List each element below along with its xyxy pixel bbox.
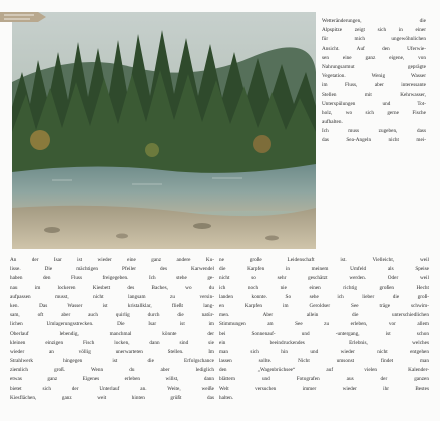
text-line: man sich hin und wieder nicht entgehen <box>219 348 429 355</box>
text-line: das Sea-Angeln nicht mei- <box>322 137 426 144</box>
text-line: im Fluss, aber interessante <box>322 82 426 89</box>
forest-river-photo <box>12 12 316 249</box>
text-line: sam, oft aber auch quirlig durch die natür- <box>10 312 214 319</box>
text-line: Ich muss zugeben, dass <box>322 128 426 135</box>
text-line: bei Sonnenauf- und -untergang, ist schon <box>219 330 429 337</box>
text-line: Stimmungen am See zu erleben, vor allem <box>219 321 429 328</box>
text-line: sen eine ganz eigene, von <box>322 54 426 61</box>
text-line: Vegetation. Wenig Wasser <box>322 73 426 80</box>
forest-river-photo-icon <box>12 12 316 249</box>
text-line: für mich ungewöhnlichen <box>322 36 426 43</box>
text-line: ken. Das Wasser ist kristallklar, fließt lang- <box>10 302 214 309</box>
text-line: men. Aber allein die unterschiedlichen <box>219 312 429 319</box>
text-line: etwas ganz Eigenes erleben willst, dann <box>10 376 214 383</box>
text-line: Stellen mit Kehrwasser, <box>322 91 426 98</box>
text-line: lisse. Die mächtigen Pfeiler des Karwendel <box>10 266 214 273</box>
text-line: ziemlich groß. Wenn du aber lediglich <box>10 367 214 374</box>
text-line: Alpspitze zeigt sich in einer <box>322 27 426 34</box>
text-line: holz, wo sich gerne Fische <box>322 109 426 116</box>
text-line: bietet sich der Unterlauf an. Weite, weiße <box>10 385 214 392</box>
text-line: den „Wagenbrüchsee“ auf vielen Kalender- <box>219 367 429 374</box>
text-line: nicht so sehr geschätzt werden. Oder weil <box>219 275 429 282</box>
text-line: die Karpfen in meinem Umfeld als Speise <box>219 266 429 273</box>
text-line: Welt versuchen immer wieder ihr Bestes <box>219 385 429 392</box>
corner-ribbon-icon <box>0 10 48 24</box>
text-line: Kiesflächen, ganz weit hinten grüßt das <box>10 394 214 401</box>
text-line: lassen sollte. Nicht umsonst findet man <box>219 358 429 365</box>
text-line: An der Isar ist wieder eine ganz andere Ku- <box>10 257 214 263</box>
text-line: ich noch nie einen richtig großen Hecht <box>219 284 429 291</box>
right-text-column <box>322 17 426 146</box>
text-line: ne große Leidenschaft ist. Vielleicht, weil <box>219 257 429 263</box>
text-line: aufpassen musst, nicht langsam zu versin- <box>10 293 214 300</box>
text-line: Wetteränderungen, die <box>322 18 426 24</box>
text-line: landen konnte. So sehe ich lieber die groß- <box>219 293 429 300</box>
text-line: aufhalten. <box>322 119 343 126</box>
text-line: Oberlauf lebendig, manchmal könnte der <box>10 330 214 337</box>
middle-text-column <box>219 256 429 403</box>
text-line: halten. <box>219 394 234 401</box>
text-line: en Karpfen im Geroldser See träge schwim- <box>219 302 429 309</box>
text-line: ein beeindruckendes Erlebnis, welches <box>219 339 429 346</box>
text-line: Nahrungsarmut geprägte <box>322 63 426 70</box>
text-line: Strahlwerk hingegen ist die Erfolgschance <box>10 358 214 365</box>
text-line: haben den Fluss freigegeben. Ich stehe ge- <box>10 275 214 282</box>
left-text-column <box>10 256 214 403</box>
text-line: lichen Umlagerungsstrecken. Die Isar ist im <box>10 321 214 328</box>
text-line: wieder an völlig unerwarteten Stellen. Im <box>10 348 214 355</box>
text-line: kleinen einzigen Fisch locken, dann sind sie <box>10 339 214 346</box>
text-line: blättern und Fotografen aus der ganzen <box>219 376 429 383</box>
text-line: nau im lockeren Kiesbett des Baches, wo du <box>10 284 214 291</box>
text-line: Ansicht. Auf den Uferwie- <box>322 45 426 52</box>
text-line: Unterspülungen und Tot- <box>322 100 426 107</box>
